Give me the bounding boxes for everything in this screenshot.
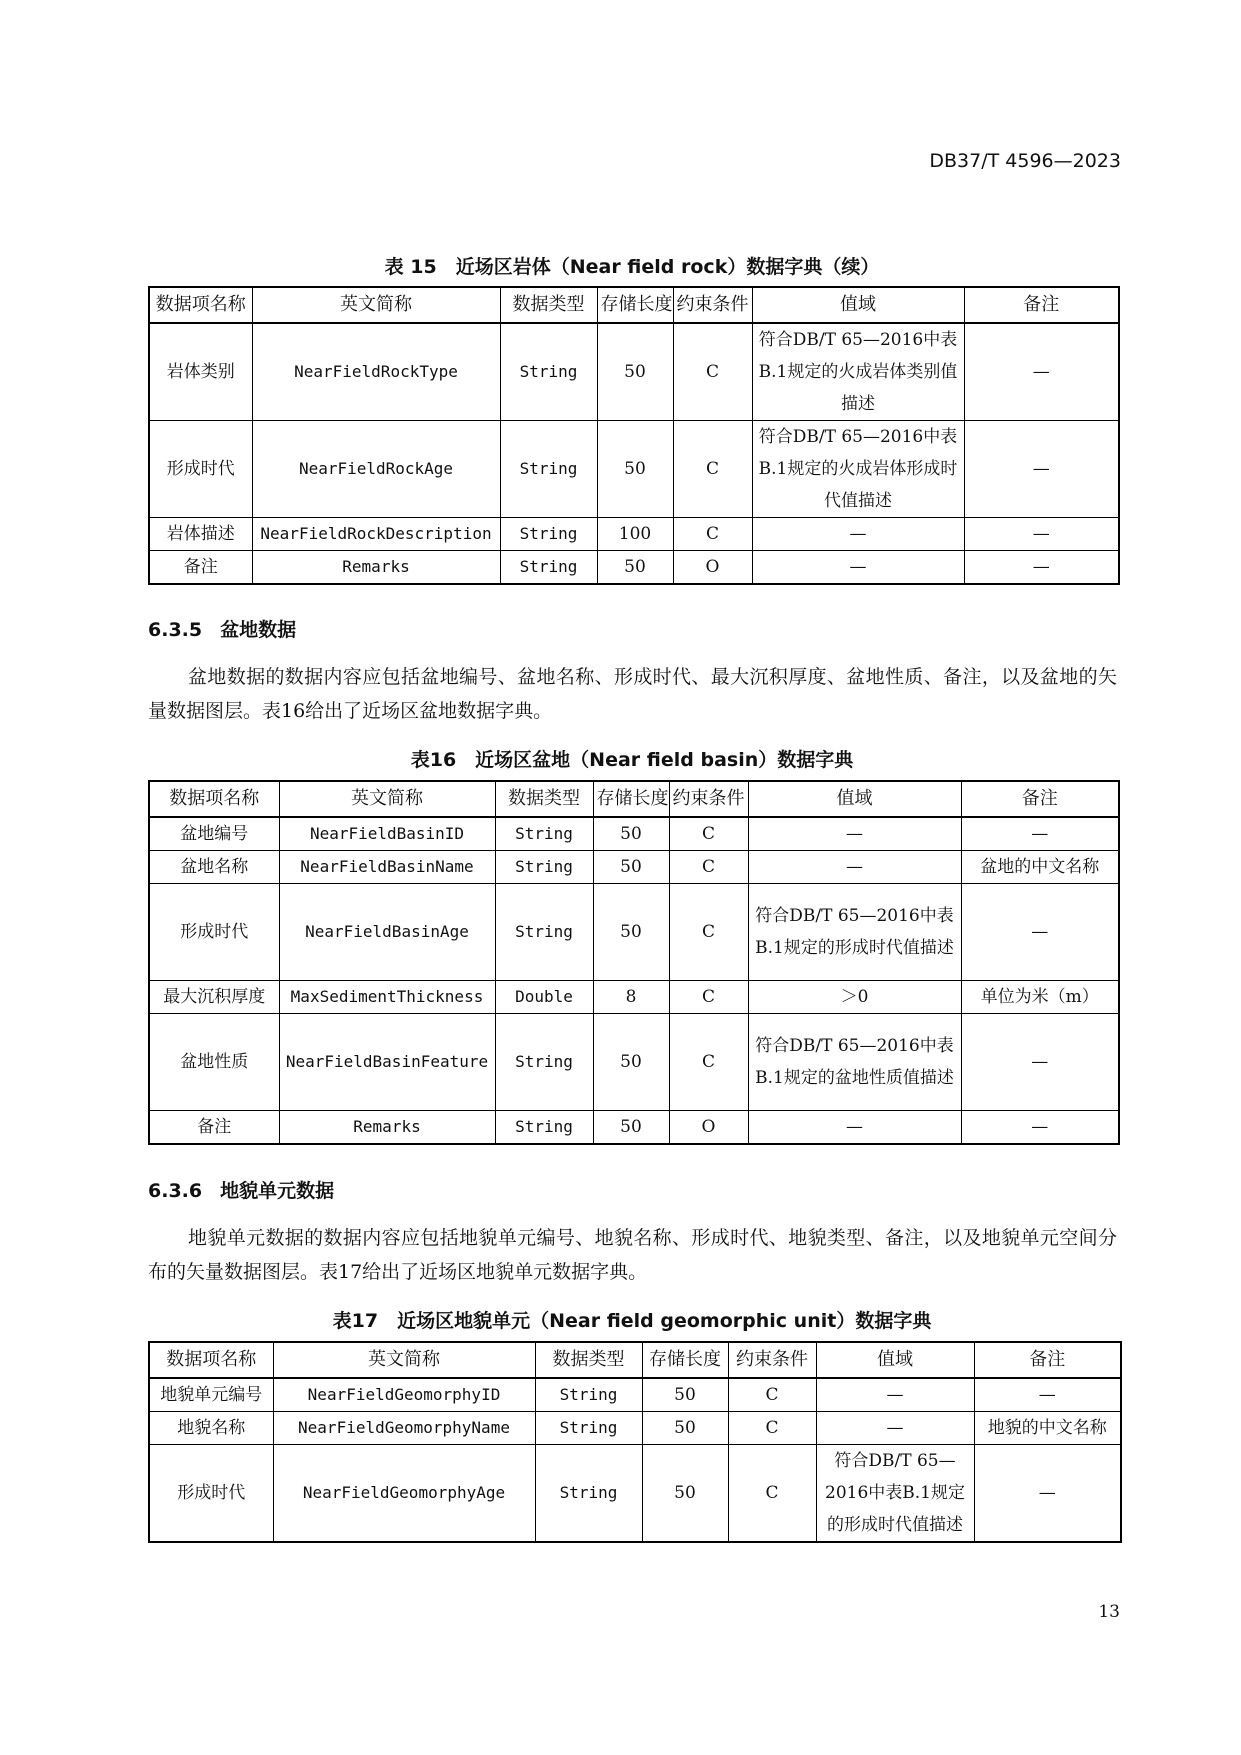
table-cell: C: [728, 1445, 816, 1543]
table-cell: 50: [642, 1445, 728, 1543]
table-cell: Remarks: [252, 551, 500, 585]
table-cell: 符合DB/T 65—2016中表B.1规定的盆地性质值描述: [748, 1014, 961, 1111]
table-cell: O: [673, 551, 752, 585]
header-cell: 备注: [974, 1342, 1121, 1378]
table-row: [149, 518, 1119, 551]
table-cell: C: [669, 981, 748, 1014]
table-cell: C: [728, 1412, 816, 1445]
table-cell: 地貌单元编号: [149, 1378, 273, 1412]
table-cell: NearFieldBasinName: [279, 851, 495, 884]
table-cell: NearFieldBasinFeature: [279, 1014, 495, 1111]
table-cell: 50: [642, 1378, 728, 1412]
table-cell: String: [495, 851, 593, 884]
table-cell: 符合DB/T 65—2016中表B.1规定的形成时代值描述: [748, 884, 961, 981]
table-cell: 8: [593, 981, 669, 1014]
table-cell: MaxSedimentThickness: [279, 981, 495, 1014]
table-cell: —: [748, 851, 961, 884]
table-cell: NearFieldGeomorphyName: [273, 1412, 535, 1445]
table-cell: 盆地名称: [149, 851, 279, 884]
table-cell: NearFieldBasinAge: [279, 884, 495, 981]
table-cell: 盆地的中文名称: [961, 851, 1119, 884]
table-cell: 地貌的中文名称: [974, 1412, 1121, 1445]
table-cell: NearFieldGeomorphyID: [273, 1378, 535, 1412]
header-cell: 值域: [748, 781, 961, 817]
table-cell: —: [816, 1378, 974, 1412]
table-15-caption: 表 15 近场区岩体（Near field rock）数据字典（续）: [384, 256, 880, 278]
table-row: [149, 421, 1119, 518]
table-cell: C: [669, 851, 748, 884]
section-title: 地貌单元数据: [220, 1180, 335, 1202]
table-cell: 符合DB/T 65—2016中表B.1规定的形成时代值描述: [816, 1445, 974, 1543]
table-cell: C: [673, 323, 752, 421]
section-6-3-5-heading: [148, 615, 296, 645]
table-row: [149, 551, 1119, 585]
table-cell: —: [964, 551, 1119, 585]
table-cell: C: [669, 1014, 748, 1111]
table-cell: —: [964, 518, 1119, 551]
table-header-row: [149, 781, 1119, 817]
page-number: 13: [1098, 1602, 1120, 1622]
header-cell: 值域: [752, 287, 964, 323]
table-cell: —: [752, 551, 964, 585]
table-cell: 盆地性质: [149, 1014, 279, 1111]
table-row: [149, 1111, 1119, 1145]
table-row: [149, 851, 1119, 884]
table-cell: —: [748, 817, 961, 851]
table-cell: —: [974, 1445, 1121, 1543]
table-cell: 形成时代: [149, 884, 279, 981]
table-cell: 备注: [149, 1111, 279, 1145]
header-cell: 数据类型: [495, 781, 593, 817]
table-cell: String: [500, 551, 597, 585]
table-cell: C: [673, 421, 752, 518]
table-cell: String: [535, 1445, 642, 1543]
table-cell: —: [964, 421, 1119, 518]
header-cell: 存储长度: [597, 287, 673, 323]
header-cell: 约束条件: [673, 287, 752, 323]
table-cell: —: [961, 884, 1119, 981]
table-cell: String: [500, 323, 597, 421]
table-cell: —: [961, 1014, 1119, 1111]
table-cell: NearFieldRockAge: [252, 421, 500, 518]
header-cell: 数据项名称: [149, 781, 279, 817]
table-cell: C: [728, 1378, 816, 1412]
table-cell: String: [535, 1378, 642, 1412]
table-header-row: [149, 287, 1119, 323]
table-row: [149, 981, 1119, 1014]
table-cell: String: [495, 817, 593, 851]
table-cell: 备注: [149, 551, 252, 585]
table-cell: —: [964, 323, 1119, 421]
section-title: 盆地数据: [220, 619, 297, 641]
table-cell: 形成时代: [149, 421, 252, 518]
table-cell: 50: [597, 421, 673, 518]
header-cell: 存储长度: [593, 781, 669, 817]
table-cell: NearFieldRockType: [252, 323, 500, 421]
section-number: 6.3.6: [148, 1180, 203, 1202]
header-cell: 约束条件: [669, 781, 748, 817]
table-cell: C: [669, 884, 748, 981]
table-cell: C: [669, 817, 748, 851]
table-cell: 符合DB/T 65—2016中表B.1规定的火成岩体类别值描述: [752, 323, 964, 421]
table-16: [148, 780, 1120, 1145]
table-cell: String: [495, 1014, 593, 1111]
header-cell: 数据类型: [500, 287, 597, 323]
table-cell: 50: [593, 817, 669, 851]
table-cell: 100: [597, 518, 673, 551]
table-cell: —: [816, 1412, 974, 1445]
table-cell: O: [669, 1111, 748, 1145]
table-cell: 50: [642, 1412, 728, 1445]
table-row: [149, 1412, 1121, 1445]
table-17: [148, 1341, 1122, 1543]
table-cell: —: [961, 817, 1119, 851]
table-cell: —: [961, 1111, 1119, 1145]
table-row: [149, 1445, 1121, 1543]
standard-code: DB37/T 4596—2023: [929, 150, 1121, 172]
table-cell: 50: [593, 1014, 669, 1111]
table-cell: 50: [597, 323, 673, 421]
header-cell: 备注: [964, 287, 1119, 323]
table-cell: 形成时代: [149, 1445, 273, 1543]
header-cell: 英文简称: [279, 781, 495, 817]
table-cell: 盆地编号: [149, 817, 279, 851]
header-cell: 数据项名称: [149, 1342, 273, 1378]
table-16-caption: 表16 近场区盆地（Near field basin）数据字典: [410, 749, 854, 771]
table-cell: String: [500, 421, 597, 518]
section-6-3-5-paragraph: 盆地数据的数据内容应包括盆地编号、盆地名称、形成时代、最大沉积厚度、盆地性质、备注，以及盆地的矢量数据图层。表16给出了近场区盆地数据字典。: [148, 666, 1117, 722]
header-cell: 存储长度: [642, 1342, 728, 1378]
header-cell: 数据项名称: [149, 287, 252, 323]
table-cell: 符合DB/T 65—2016中表B.1规定的火成岩体形成时代值描述: [752, 421, 964, 518]
table-cell: 岩体描述: [149, 518, 252, 551]
section-number: 6.3.5: [148, 619, 203, 641]
table-row: [149, 1378, 1121, 1412]
table-cell: String: [535, 1412, 642, 1445]
table-cell: 岩体类别: [149, 323, 252, 421]
table-cell: —: [752, 518, 964, 551]
table-cell: C: [673, 518, 752, 551]
table-row: [149, 884, 1119, 981]
header-cell: 备注: [961, 781, 1119, 817]
header-cell: 英文简称: [252, 287, 500, 323]
section-6-3-6-heading: [148, 1176, 334, 1206]
table-cell: 50: [593, 884, 669, 981]
table-row: [149, 1014, 1119, 1111]
table-cell: String: [495, 884, 593, 981]
header-cell: 约束条件: [728, 1342, 816, 1378]
table-cell: 地貌名称: [149, 1412, 273, 1445]
table-header-row: [149, 1342, 1121, 1378]
table-cell: NearFieldGeomorphyAge: [273, 1445, 535, 1543]
section-6-3-6-paragraph: 地貌单元数据的数据内容应包括地貌单元编号、地貌名称、形成时代、地貌类型、备注，以及地貌单元空间分布的矢量数据图层。表17给出了近场区地貌单元数据字典。: [148, 1227, 1117, 1283]
header-cell: 英文简称: [273, 1342, 535, 1378]
table-cell: NearFieldRockDescription: [252, 518, 500, 551]
table-cell: —: [974, 1378, 1121, 1412]
table-cell: 50: [593, 1111, 669, 1145]
table-cell: 50: [593, 851, 669, 884]
table-cell: String: [495, 1111, 593, 1145]
table-cell: NearFieldBasinID: [279, 817, 495, 851]
header-cell: 值域: [816, 1342, 974, 1378]
header-cell: 数据类型: [535, 1342, 642, 1378]
table-cell: Remarks: [279, 1111, 495, 1145]
table-cell: Double: [495, 981, 593, 1014]
table-cell: 最大沉积厚度: [149, 981, 279, 1014]
table-cell: String: [500, 518, 597, 551]
table-cell: ＞0: [748, 981, 961, 1014]
table-17-caption: 表17 近场区地貌单元（Near field geomorphic unit）数据字典: [332, 1310, 932, 1332]
table-cell: 单位为米（m）: [961, 981, 1119, 1014]
table-cell: —: [748, 1111, 961, 1145]
table-15: [148, 286, 1120, 585]
table-row: [149, 817, 1119, 851]
table-row: [149, 323, 1119, 421]
table-cell: 50: [597, 551, 673, 585]
